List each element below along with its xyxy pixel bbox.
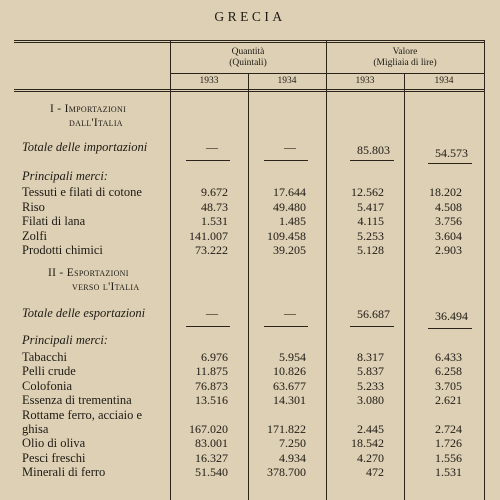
- header-bottom-rule-double: [14, 91, 484, 92]
- row-cell: 6.976: [201, 350, 228, 364]
- row-label: Prodotti chimici: [22, 243, 103, 258]
- row-cell: 141.007: [189, 228, 228, 243]
- year-header: 1934: [434, 76, 454, 86]
- row-cell: 4.270: [357, 450, 384, 465]
- export-total-underline: [186, 326, 230, 327]
- row-cell: 1.485: [279, 214, 306, 229]
- export-total-underline: [428, 328, 472, 329]
- import-total-underline: [350, 160, 394, 161]
- row-cell: 39.205: [273, 243, 306, 258]
- header-year-rule: [170, 73, 484, 74]
- table-top-rule: [14, 40, 484, 41]
- row-label: Essenza di trementina: [22, 393, 132, 408]
- row-cell: 4.934: [279, 450, 306, 465]
- row-cell: 472: [366, 465, 384, 480]
- row-cell: 11.875: [195, 364, 228, 379]
- export-total-underline: [350, 326, 394, 327]
- row-label: Zolfi: [22, 228, 47, 243]
- row-cell: 1.556: [435, 450, 462, 465]
- quantity-header: [170, 47, 326, 69]
- export-total-val-1934: 36.494: [435, 309, 468, 323]
- row-cell: 3.080: [357, 393, 384, 408]
- row-cell: 48.73: [201, 199, 228, 214]
- row-cell: 49.480: [273, 199, 306, 214]
- row-cell: 4.508: [435, 199, 462, 214]
- row-cell: 5.837: [357, 364, 384, 379]
- row-cell: 5.417: [357, 199, 384, 214]
- row-cell: 12.562: [351, 185, 384, 199]
- row-label: Tessuti e filati di cotone: [22, 185, 142, 199]
- row-cell: 167.020: [189, 422, 228, 436]
- row-cell: 1.726: [435, 436, 462, 451]
- row-cell: 2.903: [435, 243, 462, 258]
- row-cell: 3.705: [435, 378, 462, 393]
- import-total-qty-1934: —: [284, 140, 296, 154]
- row-label: Pelli crude: [22, 364, 76, 379]
- row-label: ghisa: [22, 422, 49, 436]
- import-total-qty-1933: —: [206, 140, 218, 154]
- import-total-val-1934: 54.573: [435, 146, 468, 160]
- row-cell: 51.540: [195, 465, 228, 480]
- row-cell: 83.001: [195, 436, 228, 451]
- export-total-val-1933: 56.687: [357, 307, 390, 321]
- row-cell: 18.542: [351, 436, 384, 451]
- row-cell: 6.258: [435, 364, 462, 379]
- row-cell: 76.873: [195, 378, 228, 393]
- import-total-val-1933: 85.803: [357, 143, 390, 157]
- import-section-subheading: dall'Italia: [69, 117, 123, 129]
- row-cell: 1.531: [435, 465, 462, 480]
- value-header: [326, 47, 484, 69]
- row-cell: 9.672: [201, 185, 228, 199]
- table-top-rule-double: [14, 42, 484, 43]
- row-cell: 2.724: [435, 422, 462, 436]
- import-total-underline: [428, 163, 472, 164]
- import-total-underline: [264, 160, 308, 161]
- row-cell: 14.301: [273, 393, 306, 408]
- export-section-subheading: verso l'Italia: [72, 281, 140, 293]
- header-bottom-rule: [14, 89, 484, 90]
- row-cell: 5.233: [357, 378, 384, 393]
- export-section-heading: II - Esportazioni: [48, 267, 129, 279]
- export-total-label: Totale delle esportazioni: [22, 306, 146, 320]
- row-cell: 3.756: [435, 214, 462, 229]
- export-principal-label: Principali merci:: [22, 333, 108, 347]
- row-label: Riso: [22, 199, 45, 214]
- row-label: Rottame ferro, acciaio e: [22, 407, 143, 422]
- import-total-underline: [186, 160, 230, 161]
- row-label: Filati di lana: [22, 214, 86, 229]
- export-total-underline: [264, 326, 308, 327]
- row-cell: 1.531: [201, 214, 228, 229]
- import-section-heading: I - Importazioni: [50, 103, 127, 115]
- year-header: 1933: [355, 76, 375, 86]
- row-cell: 5.954: [279, 350, 306, 364]
- row-cell: 8.317: [357, 350, 384, 364]
- value-header-label: Valore: [392, 47, 418, 57]
- row-cell: 63.677: [273, 378, 306, 393]
- import-total-label: Totale delle importazioni: [22, 140, 148, 154]
- year-header: 1933: [199, 76, 219, 86]
- row-cell: 18.202: [429, 185, 462, 199]
- row-cell: 378.700: [267, 465, 306, 480]
- row-cell: 3.604: [435, 228, 462, 243]
- row-cell: 10.826: [273, 364, 306, 379]
- row-label: Pesci freschi: [22, 450, 86, 465]
- export-total-qty-1934: —: [284, 306, 296, 320]
- column-divider-right: [484, 40, 485, 500]
- row-cell: 17.644: [273, 185, 306, 199]
- page-title: GRECIA: [214, 9, 286, 24]
- row-cell: 4.115: [357, 214, 384, 229]
- row-label: Olio di oliva: [22, 436, 86, 451]
- row-label: Minerali di ferro: [22, 465, 106, 480]
- row-label: Colofonia: [22, 378, 72, 393]
- row-cell: 109.458: [267, 228, 306, 243]
- row-label: Tabacchi: [22, 350, 67, 364]
- row-cell: 6.433: [435, 350, 462, 364]
- row-cell: 2.445: [357, 422, 384, 436]
- row-cell: 5.128: [357, 243, 384, 258]
- year-header: 1934: [277, 76, 297, 86]
- quantity-header-unit: (Quintali): [229, 58, 267, 68]
- import-principal-label: Principali merci:: [22, 169, 108, 183]
- row-cell: 7.250: [279, 436, 306, 451]
- row-cell: 171.822: [267, 422, 306, 436]
- row-cell: 16.327: [195, 450, 228, 465]
- row-cell: 5.253: [357, 228, 384, 243]
- row-cell: 73.222: [195, 243, 228, 258]
- row-cell: 2.621: [435, 393, 462, 408]
- quantity-header-label: Quantità: [231, 47, 265, 57]
- value-header-unit: (Migliaia di lire): [373, 58, 437, 68]
- row-cell: 13.516: [195, 393, 228, 408]
- export-total-qty-1933: —: [206, 306, 218, 320]
